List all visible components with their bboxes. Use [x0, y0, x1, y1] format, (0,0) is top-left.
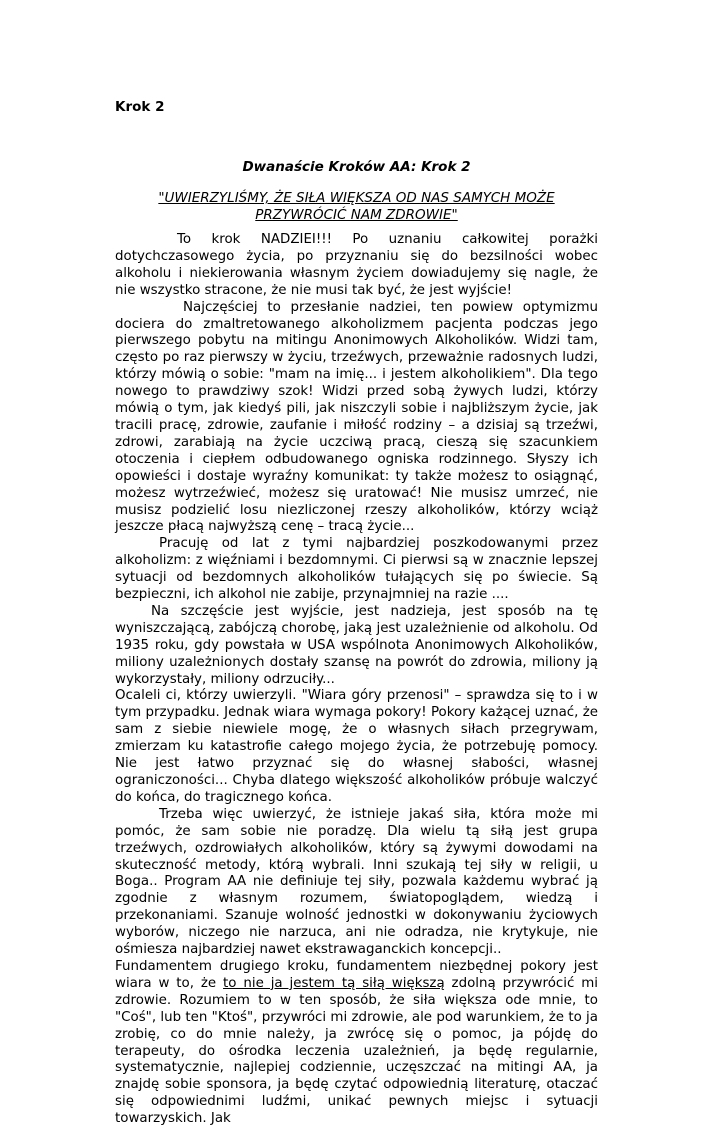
paragraph-text: Fundamentem drugiego kroku, fundamentem niezbędnej pokory jest wiara w to, że	[115, 958, 598, 991]
document-subtitle: "UWIERZYLIŚMY, ŻE SIŁA WIĘKSZA OD NAS SAMYCH MOŻE PRZYWRÓCIĆ NAM ZDROWIE"	[158, 190, 555, 223]
paragraph: Pracuję od lat z tymi najbardziej poszkodowanymi przez alkoholizm: z więźniami i bezdomnymi. Ci pierwsi są w znacznie lepszej sytuacji od bezdomnych alkoholików tułających się po świecie. Są bezpieczni, ich alkohol nie zabije, przynajmniej na razie ....	[115, 536, 598, 603]
paragraph: Najczęściej to przesłanie nadziei, ten powiew optymizmu dociera do zmaltretowanego alkoholizmem pacjenta podczas jego pierwszego pobytu na mitingu Anonimowych Alkoholików. Widzi tam, często po raz pierwszy w życiu, trzeźwych, przeważnie radosnych ludzi, którzy mówią o sobie: "mam na imię... i jestem alkoholikiem". Dla tego nowego to prawdziwy szok! Widzi przed sobą żywych ludzi, którzy mówią o tym, jak kiedyś pili, jak niszczyli sobie i najbliższym życie, jak tracili pracę, zdrowie, zaufanie i miłość rodziny – a dzisiaj są trzeźwi, zdrowi, zarabiają na życie uczciwą pracą, cieszą się szacunkiem otoczenia i ciepłem odbudowanego ogniska rodzinnego. Słyszy ich opowieści i dostaje wyraźny komunikat: ty także możesz to osiągnąć, możesz wytrzeźwieć, możesz się uratować! Nie musisz umrzeć, nie musisz podzielić losu niezliczonej rzeszy alkoholików, którzy wciąż jeszcze płacą najwyższą cenę – tracą życie...	[115, 299, 598, 535]
document-body	[115, 232, 598, 1128]
paragraph-text: zdolną przywrócić mi zdrowie. Rozumiem to w ten sposób, że siła większa ode mnie, to "Coś", lub ten "Ktoś", przywróci mi zdrowie, ale pod warunkiem, że to ja zrobię, co do mnie należy, ja zwrócę się o pomoc, ja pójdę do terapeuty, do ośrodka leczenia uzależnień, ja będę regularnie, systematycznie, najlepiej codziennie, uczęszczać na mitingi AA, ja znajdę sobie sponsora, ja będę czytać odpowiednią literaturę, otaczać się odpowiednimi ludźmi, unikać pewnych miejsc i sytuacji towarzyskich. Jak	[115, 975, 598, 1127]
paragraph: Ocaleli ci, którzy uwierzyli. "Wiara góry przenosi" – sprawdza się to i w tym przypadku. Jednak wiara wymaga pokory! Pokory każącej uznać, że sam z siebie niewiele mogę, że o własnych siłach przegrywam, zmierzam ku katastrofie całego mojego życia, że potrzebuję pomocy. Nie jest łatwo przyznać się do własnej słabości, własnej ograniczoności... Chyba dlatego większość alkoholików próbuje walczyć do końca, do tragicznego końca.	[115, 688, 598, 805]
underlined-phrase: to nie ja jestem tą siłą większą	[223, 975, 445, 991]
paragraph: Na szczęście jest wyjście, jest nadzieja, jest sposób na tę wyniszczającą, zabójczą chorobę, jaką jest uzależnienie od alkoholu. Od 1935 roku, gdy powstała w USA wspólnota Anonimowych Alkoholików, miliony uzależnionych dostały szansę na powrót do zdrowia, miliony ją wykorzystały, miliony odrzuciły...	[115, 603, 598, 687]
paragraph: To krok NADZIEI!!! Po uznaniu całkowitej porażki dotychczasowego życia, po przyznaniu się do bezsilności wobec alkoholu i niekierowania własnym życiem dowiadujemy się nagle, że nie wszystko stracone, że nie musi tak być, że jest wyjście!	[115, 232, 598, 298]
step-heading: Krok 2	[115, 99, 165, 115]
paragraph	[115, 959, 598, 1128]
paragraph: Trzeba więc uwierzyć, że istnieje jakaś siła, która może mi pomóc, że sam sobie nie poradzę. Dla wielu tą siłą jest grupa trzeźwych, ozdrowiałych alkoholików, który są żywymi dowodami na skuteczność metody, którą wybrali. Inni szukają tej siły w religii, u Boga.. Program AA nie definiuje tej siły, pozwala każdemu wybrać ją zgodnie z własnym rozumem, światopoglądem, wiedzą i przekonaniami. Szanuje wolność jednostki w dokonywaniu życiowych wyborów, niczego nie narzuca, ani nie odradza, nie krytykuje, nie ośmiesza najbardziej nawet ekstrawaganckich koncepcji..	[115, 806, 598, 958]
document-title: Dwanaście Kroków AA: Krok 2	[242, 159, 471, 175]
